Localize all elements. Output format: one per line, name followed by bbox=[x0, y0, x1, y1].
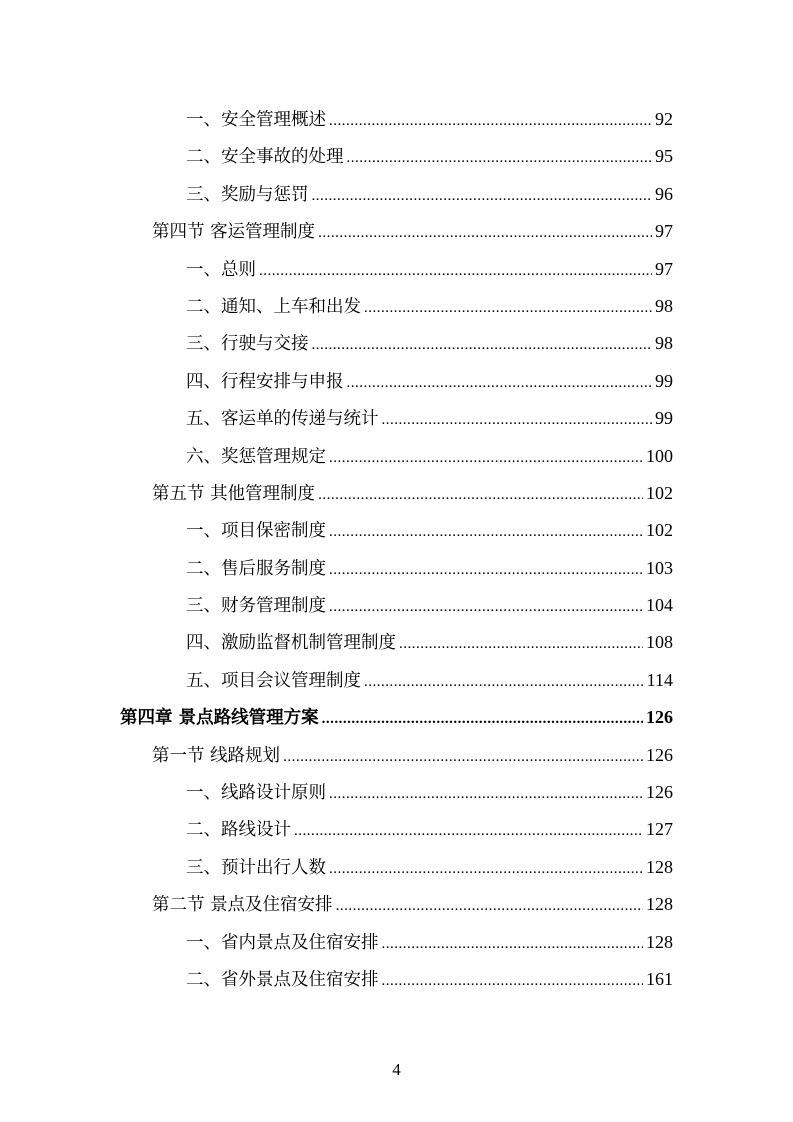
toc-dot-leader bbox=[329, 103, 652, 140]
toc-entry-label: 二、售后服务制度 bbox=[186, 558, 326, 579]
toc-dot-leader bbox=[364, 664, 644, 701]
toc-entry[interactable] bbox=[186, 662, 673, 699]
toc-dot-leader bbox=[322, 701, 643, 738]
toc-entry[interactable] bbox=[186, 811, 673, 848]
toc-entry[interactable] bbox=[186, 438, 673, 475]
toc-dot-leader bbox=[259, 253, 652, 290]
toc-entry-label: 一、安全管理概述 bbox=[186, 110, 326, 130]
toc-entry[interactable] bbox=[186, 924, 673, 961]
toc-entry-page: 102 bbox=[646, 520, 673, 541]
toc-entry-label: 二、路线设计 bbox=[186, 820, 291, 841]
toc-dot-leader bbox=[329, 776, 643, 813]
toc-entry-page: 99 bbox=[655, 408, 673, 429]
toc-entry[interactable] bbox=[186, 101, 673, 138]
toc-entry[interactable] bbox=[152, 886, 673, 923]
toc-dot-leader bbox=[329, 440, 643, 477]
toc-dot-leader bbox=[329, 851, 643, 888]
toc-entry-label: 六、奖惩管理规定 bbox=[186, 446, 326, 467]
toc-dot-leader bbox=[294, 813, 643, 850]
toc-entry-label: 二、通知、上车和出发 bbox=[186, 296, 361, 317]
toc-entry-label: 三、预计出行人数 bbox=[186, 857, 326, 878]
toc-entry-page: 102 bbox=[646, 482, 673, 503]
page-number: 4 bbox=[392, 1060, 401, 1079]
toc-entry[interactable] bbox=[186, 251, 673, 288]
toc-entry-label: 二、省外景点及住宿安排 bbox=[186, 969, 379, 990]
toc-entry-label: 一、项目保密制度 bbox=[186, 521, 326, 542]
toc-entry[interactable] bbox=[186, 624, 673, 661]
toc-entry-label: 第二节 景点及住宿安排 bbox=[152, 895, 333, 916]
toc-entry[interactable] bbox=[186, 400, 673, 437]
toc-entry[interactable] bbox=[186, 288, 673, 325]
toc-entry-page: 92 bbox=[655, 109, 673, 129]
toc-dot-leader bbox=[283, 739, 643, 776]
toc-entry-label: 第一节 线路规划 bbox=[152, 745, 281, 766]
toc-dot-leader bbox=[318, 215, 652, 252]
toc-entry-page: 126 bbox=[646, 782, 673, 803]
toc-entry[interactable] bbox=[186, 138, 673, 175]
toc-dot-leader bbox=[399, 626, 643, 663]
toc-entry-label: 三、行驶与交接 bbox=[186, 334, 309, 355]
toc-entry-label: 四、激励监督机制管理制度 bbox=[186, 633, 396, 654]
toc-entry-label: 三、财务管理制度 bbox=[186, 596, 326, 617]
table-of-contents bbox=[0, 101, 793, 998]
toc-dot-leader bbox=[312, 327, 653, 364]
toc-entry-page: 127 bbox=[646, 819, 673, 840]
toc-entry[interactable] bbox=[186, 587, 673, 624]
toc-entry[interactable] bbox=[120, 699, 673, 736]
toc-dot-leader bbox=[382, 402, 653, 439]
toc-entry-page: 103 bbox=[646, 557, 673, 578]
toc-entry[interactable] bbox=[186, 176, 673, 213]
toc-dot-leader bbox=[329, 589, 643, 626]
toc-entry-page: 97 bbox=[655, 221, 673, 242]
toc-entry[interactable] bbox=[186, 325, 673, 362]
toc-entry-label: 第五节 其他管理制度 bbox=[152, 483, 316, 504]
toc-entry-page: 128 bbox=[646, 856, 673, 877]
toc-entry-page: 126 bbox=[646, 707, 673, 728]
toc-entry[interactable] bbox=[152, 475, 673, 512]
toc-entry-page: 100 bbox=[646, 445, 673, 466]
toc-entry-label: 二、安全事故的处理 bbox=[186, 147, 344, 168]
toc-entry[interactable] bbox=[186, 774, 673, 811]
toc-entry[interactable] bbox=[186, 550, 673, 587]
toc-entry[interactable] bbox=[186, 512, 673, 549]
toc-entry-page: 108 bbox=[646, 632, 673, 653]
toc-dot-leader bbox=[347, 140, 653, 177]
toc-entry-label: 一、线路设计原则 bbox=[186, 783, 326, 804]
toc-entry-label: 第四节 客运管理制度 bbox=[152, 222, 316, 243]
toc-dot-leader bbox=[364, 290, 652, 327]
toc-entry-label: 一、省内景点及住宿安排 bbox=[186, 932, 379, 953]
toc-entry-page: 95 bbox=[655, 146, 673, 167]
toc-entry-label: 第四章 景点路线管理方案 bbox=[120, 708, 319, 729]
toc-entry[interactable] bbox=[186, 849, 673, 886]
toc-dot-leader bbox=[336, 888, 643, 925]
toc-entry[interactable] bbox=[152, 213, 673, 250]
toc-entry-page: 98 bbox=[655, 295, 673, 316]
toc-entry-label: 一、总则 bbox=[186, 259, 256, 280]
toc-entry-page: 99 bbox=[655, 370, 673, 391]
toc-entry-page: 126 bbox=[646, 744, 673, 765]
toc-entry-page: 104 bbox=[646, 595, 673, 616]
toc-entry-page: 114 bbox=[646, 669, 673, 690]
toc-entry[interactable] bbox=[152, 737, 673, 774]
toc-entry-label: 五、项目会议管理制度 bbox=[186, 670, 361, 691]
toc-entry[interactable] bbox=[186, 961, 673, 998]
toc-entry-label: 四、行程安排与申报 bbox=[186, 371, 344, 392]
toc-dot-leader bbox=[347, 365, 653, 402]
toc-entry-page: 98 bbox=[655, 333, 673, 354]
toc-entry-label: 三、奖励与惩罚 bbox=[186, 184, 309, 205]
toc-entry-page: 96 bbox=[655, 183, 673, 204]
toc-entry-label: 五、客运单的传递与统计 bbox=[186, 409, 379, 430]
toc-dot-leader bbox=[382, 963, 644, 1000]
toc-dot-leader bbox=[312, 178, 653, 215]
toc-entry-page: 97 bbox=[655, 258, 673, 279]
toc-dot-leader bbox=[329, 514, 643, 551]
toc-entry-page: 161 bbox=[646, 968, 673, 989]
toc-dot-leader bbox=[329, 552, 643, 589]
toc-entry[interactable] bbox=[186, 363, 673, 400]
toc-dot-leader bbox=[382, 926, 644, 963]
toc-entry-page: 128 bbox=[646, 894, 673, 915]
toc-dot-leader bbox=[318, 477, 643, 514]
toc-entry-page: 128 bbox=[646, 931, 673, 952]
